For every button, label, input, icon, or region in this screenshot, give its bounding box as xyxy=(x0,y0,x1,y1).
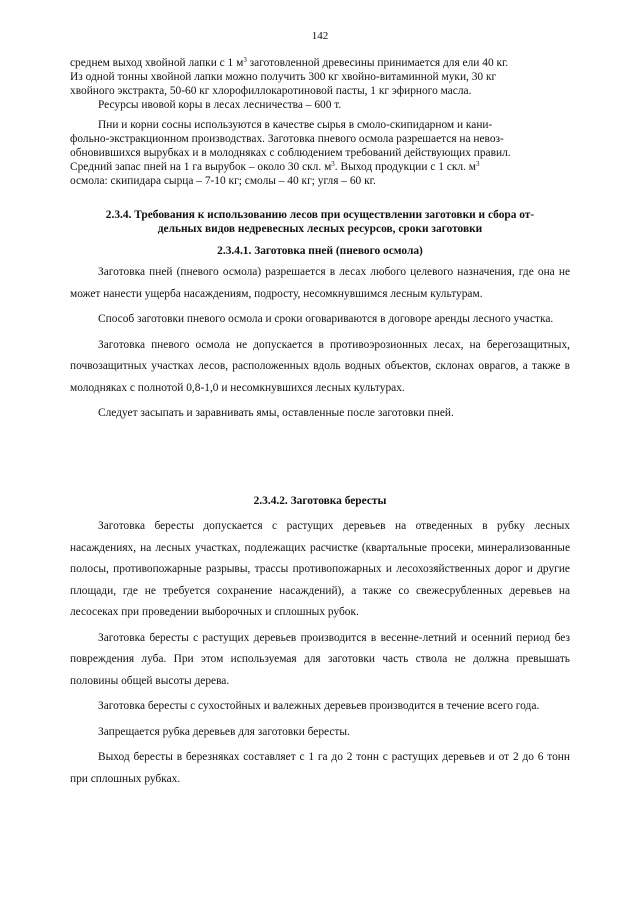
paragraph-stumps-method: Способ заготовки пневого осмола и сроки оговариваются в договоре аренды лесного участка. xyxy=(98,313,554,325)
paragraph-bark-season: Заготовка бересты с растущих деревьев производится в весенне-летний и осенний период без повреждения луба. При этом используемая для заготовки часть ствола не должна превышать половины общей высоты дерева. xyxy=(70,631,570,687)
paragraph-bark-deadwood: Заготовка бересты с сухостойных и валежных деревьев производится в течение всего года. xyxy=(98,700,540,712)
top-text-block xyxy=(70,56,570,188)
section-heading-block xyxy=(70,208,570,236)
paragraph-willow-bark: Ресурсы ивовой коры в лесах лесничества – 600 т. xyxy=(98,99,342,111)
paragraph-bark-prohibition: Запрещается рубка деревьев для заготовки бересты. xyxy=(98,725,350,738)
paragraph-stumps-allowed: Заготовка пней (пневого осмола) разрешается в лесах любого целевого назначения, где она не может нанести ущерба насаждениям, подросту, несомкнувшимся лесным культурам. xyxy=(70,266,570,300)
paragraph-stumps-pits: Следует засыпать и заравнивать ямы, оставленные после заготовки пней. xyxy=(98,407,454,419)
paragraph-needle-yield: среднем выход хвойной лапки с 1 $м^3$ заготовленной древесины принимается для ели 40 кг. Из одной тонны хвойной лапки можно получить 300 кг хвойно-витаминной муки, 30 кг хвойного экстракта, 50-60 кг хлорофиллокаротиновой пасты, 1 кг эфирного масла. xyxy=(70,56,509,97)
paragraph-pine-stumps: Пни и корни сосны используются в качестве сырья в смоло-скипидарном и кани- фольно-экстракционном производствах. Заготовка пневого осмола разрешается на невоз- обновившихся вырубках и в молодняках с соблюдением требований действующих правил. Средний запас пней на 1 га вырубок – около 30 скл. $м^3$. Выход продукции с 1 скл. $м^3$ осмола: скипидара сырца – 7-10 кг; смолы – 40 кг; угля – 60 кг. xyxy=(70,119,511,187)
paragraph-stumps-restrictions: Заготовка пневого осмола не допускается в противоэрозионных лесах, на берегозащитных, почвозащитных участках лесов, расположенных вдоль водных объектов, склонах оврагов, а также в молодняках с полнотой 0,8-1,0 и несомкнувшихся лесных культурах. xyxy=(70,338,570,394)
subsection-stumps xyxy=(70,244,570,425)
page-number: 142 xyxy=(311,30,329,42)
section-heading: 2.3.4. Требования к использованию лесов при осуществлении заготовки и сбора от- дельных видов недревесных лесных ресурсов, сроки заготовки xyxy=(105,209,535,235)
paragraph-bark-allowed: Заготовка бересты допускается с растущих деревьев на отведенных в рубку лесных насаждениях, на лесных участках, подлежащих расчистке (квартальные просеки, минерализованные полосы, противопожарные разрывы, трассы противопожарных и лесохозяйственных дорог и другие площади, где не требуется сохранение насаждений), а также со свежесрубленных деревьев на лесосеках при проведении выборочных и сплошных рубок. xyxy=(70,520,570,618)
subsection-birch-bark xyxy=(70,494,570,790)
subsection-heading-birch-bark: 2.3.4.2. Заготовка бересты xyxy=(253,495,387,507)
subsection-heading-stumps: 2.3.4.1. Заготовка пней (пневого осмола) xyxy=(217,245,423,257)
paragraph-bark-yield: Выход бересты в березняках составляет с 1 га до 2 тонн с растущих деревьев и от 2 до 6 тонн при сплошных рубках. xyxy=(70,751,570,785)
